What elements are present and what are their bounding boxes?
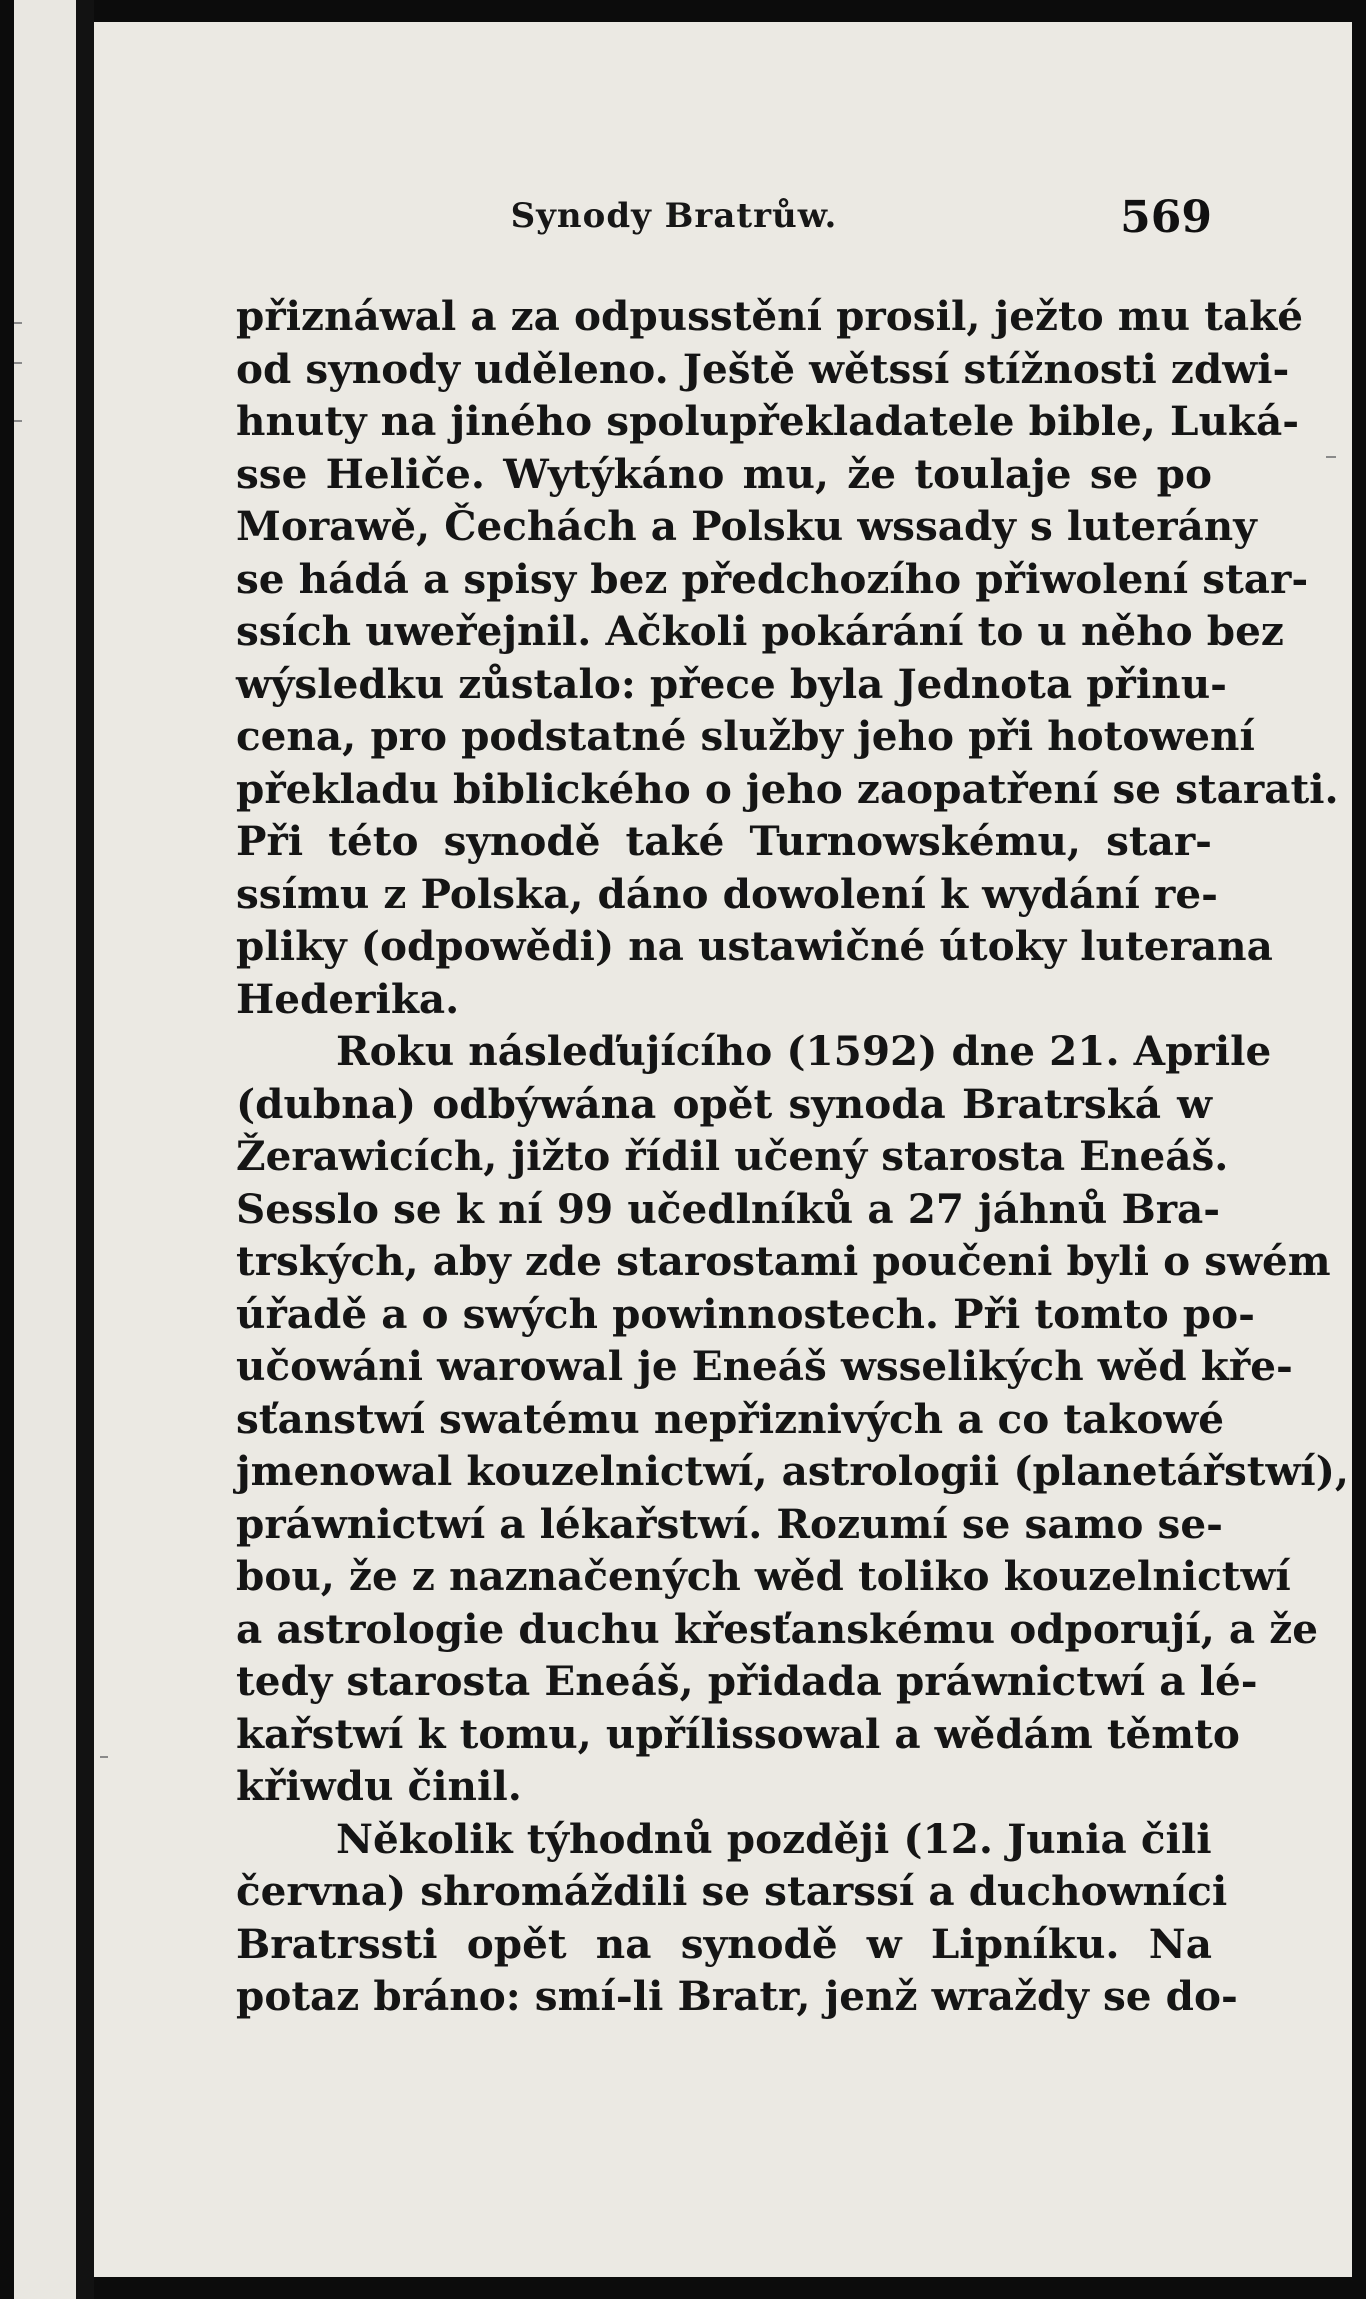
adjacent-page-edge	[14, 0, 76, 2299]
page-header	[94, 192, 1352, 252]
text-line: Sesslo se k ní 99 učedlníků a 27 jáhnů Bra-	[236, 1184, 1221, 1233]
page-number: 569	[1120, 192, 1212, 243]
text-line: potaz bráno: smí-li Bratr, jenž wraždy se do-	[236, 1972, 1238, 2020]
text-line: ssímu z Polska, dáno dowolení k wydání re-	[236, 869, 1218, 918]
text-line: sse Heliče. Wytýkáno mu, že toulaje se po	[236, 449, 1212, 498]
text-line: tedy starosta Eneáš, přidada práwnictwí a lé-	[236, 1657, 1258, 1705]
body-text	[236, 290, 1349, 2023]
text-line: překladu biblického o jeho zaopatření se starati.	[236, 764, 1339, 813]
text-line: pliky (odpowědi) na ustawičné útoky luterana	[236, 922, 1273, 970]
text-line: jmenowal kouzelnictwí, astrologii (planetářstwí),	[236, 1447, 1349, 1495]
text-line: června) shromáždili se starssí a duchowníci	[236, 1867, 1228, 1915]
margin-mark	[100, 1756, 108, 1758]
text-line: wýsledku zůstalo: přece byla Jednota přinu-	[236, 659, 1227, 708]
text-line: Několik týhodnů později (12. Junia čili	[336, 1814, 1212, 1863]
text-line: Hederika.	[236, 974, 460, 1023]
text-line: Morawě, Čechách a Polsku wssady s luterány	[236, 502, 1257, 550]
text-line: křiwdu činil.	[236, 1762, 522, 1810]
text-line: (dubna) odbýwána opět synoda Bratrská w	[236, 1079, 1212, 1128]
text-line: se hádá a spisy bez předchozího přiwolení star-	[236, 554, 1309, 603]
text-line: bou, že z naznačených wěd toliko kouzelnictwí	[236, 1552, 1291, 1600]
text-line: práwnictwí a lékařstwí. Rozumí se samo se-	[236, 1499, 1223, 1548]
text-line: a astrologie duchu křesťanskému odporují, a že	[236, 1604, 1319, 1653]
text-line: kařstwí k tomu, upřílissowal a wědám těmto	[236, 1709, 1240, 1758]
book-gutter	[76, 0, 94, 2299]
margin-mark	[14, 362, 22, 364]
text-line: přiznáwal a za odpusstění prosil, ježto mu také	[236, 292, 1303, 340]
text-line: trských, aby zde starostami poučeni byli o swém	[236, 1237, 1331, 1285]
text-line: cena, pro podstatné služby jeho při hotowení	[236, 712, 1255, 760]
text-line: od synody uděleno. Ještě wětssí stížnosti zdwi-	[236, 344, 1290, 393]
margin-mark	[14, 420, 22, 422]
text-line: hnuty na jiného spolupřekladatele bible, Luká-	[236, 397, 1300, 445]
text-line: ssích uweřejnil. Ačkoli pokárání to u něho bez	[236, 607, 1284, 655]
text-line: sťanstwí swatému nepřiznivých a co takowé	[236, 1394, 1224, 1443]
text-line: Roku násleďujícího (1592) dne 21. Aprile	[336, 1027, 1272, 1075]
text-line: Bratrssti opět na synodě w Lipníku. Na	[236, 1919, 1212, 1968]
text-line: úřadě a o swých powinnostech. Při tomto po-	[236, 1289, 1255, 1338]
book-page	[94, 22, 1352, 2277]
margin-mark	[1326, 456, 1336, 458]
text-line: učowáni warowal je Eneáš wsselikých wěd kře-	[236, 1342, 1293, 1390]
running-title: Synody Bratrůw.	[510, 196, 838, 236]
text-line: Žerawicích, jižto řídil učený starosta Eneáš.	[236, 1132, 1229, 1180]
text-line: Při této synodě také Turnowskému, star-	[236, 817, 1212, 865]
margin-mark	[14, 322, 22, 324]
